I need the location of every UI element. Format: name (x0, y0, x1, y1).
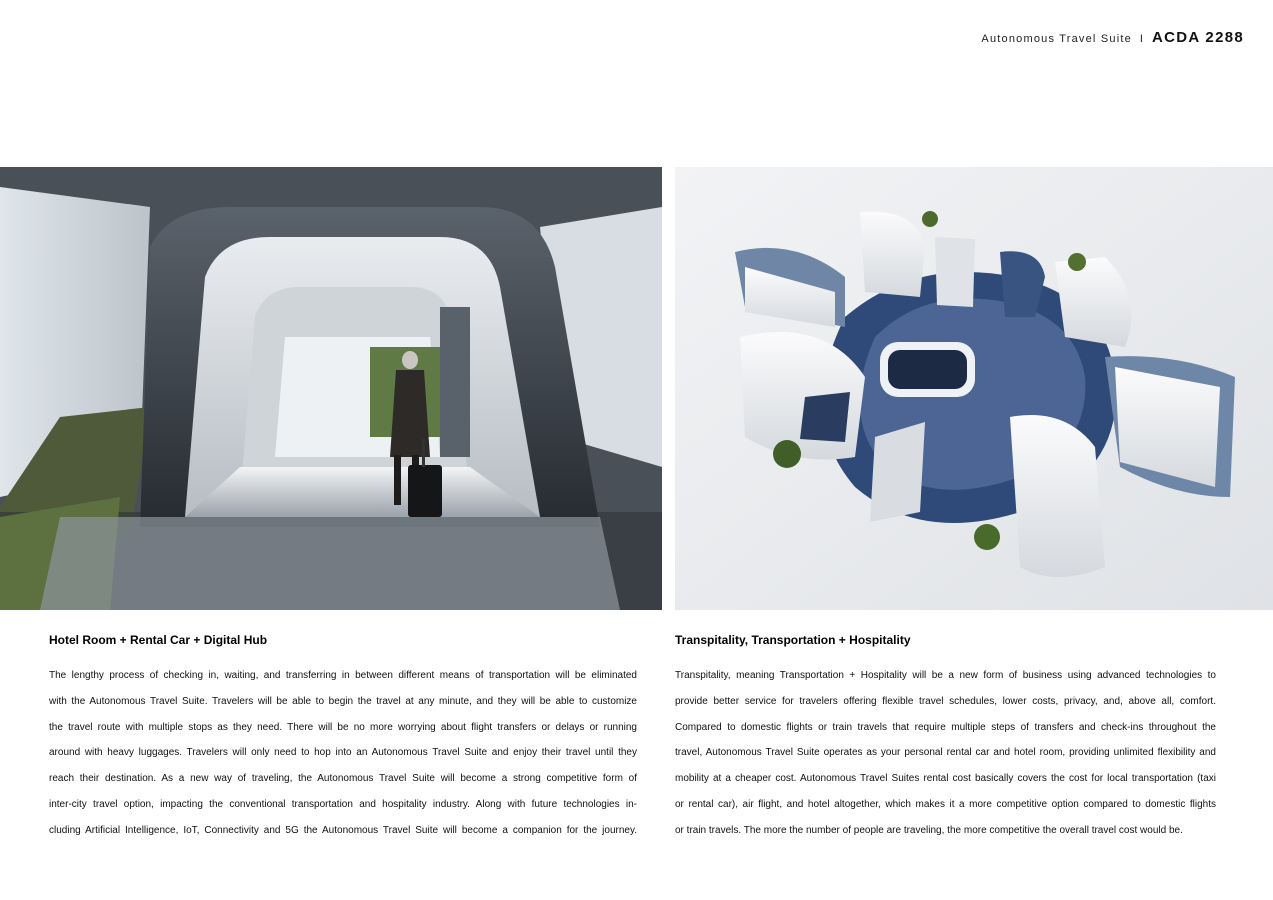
body-line: Compared to domestic flights or train travels that require multiple steps of transfers and check-ins throughout the (675, 721, 1216, 733)
project-code: ACDA 2288 (1151, 29, 1244, 46)
section-hotel-room (49, 632, 637, 844)
interior-rendering-graphic (0, 167, 662, 610)
body-line: cluding Artificial Intelligence, IoT, Connectivity and 5G the Autonomous Travel Suite will become a companion for the journey. (49, 824, 637, 836)
section-title: Transpitality, Transportation + Hospitality (675, 633, 911, 647)
body-line: travel, Autonomous Travel Suite operates as your personal rental car and hotel room, providing unlimited flexibility and (675, 747, 1216, 759)
section-body (49, 663, 637, 844)
section-title: Hotel Room + Rental Car + Digital Hub (49, 633, 268, 647)
body-line: Transpitality, meaning Transportation + Hospitality will be a new form of business using advanced technologies to (675, 670, 1216, 681)
section-body (675, 663, 1216, 844)
body-line: provide better service for travelers offering flexible travel schedules, lower costs, privacy, and, above all, comfort. (675, 695, 1216, 707)
project-name: Autonomous Travel Suite (981, 33, 1132, 45)
body-line: around with heavy luggages. Travelers will only need to hop into an Autonomous Travel Suite and enjoy their travel until they (49, 747, 637, 759)
body-line: inter-city travel option, impacting the conventional transportation and hospitality industry. Along with future technologies in- (49, 798, 637, 810)
section-transpitality (675, 632, 1216, 844)
body-line: mobility at a cheaper cost. Autonomous Travel Suites rental cost basically covers the cost for local transportation (taxi (675, 773, 1216, 785)
aerial-rendering-graphic (675, 167, 1273, 610)
body-line: The lengthy process of checking in, waiting, and transferring in between different means of transportation will be eliminated (49, 670, 637, 681)
header-separator: I (1139, 33, 1143, 45)
body-line: with the Autonomous Travel Suite. Travelers will be able to begin the travel at any minute, and they will be able to customize (49, 695, 637, 707)
interior-rendering-image (0, 167, 662, 610)
page-header (981, 29, 1244, 46)
body-line: the travel route with multiple stops as they need. There will be no more worrying about flight transfers or delays or running (49, 721, 637, 733)
body-line: reach their destination. As a new way of traveling, the Autonomous Travel Suite will become a strong competitive form of (49, 773, 637, 785)
aerial-rendering-image (675, 167, 1273, 610)
body-line: or train travels. The more the number of people are traveling, the more competitive the overall travel cost would be. (675, 824, 1183, 836)
body-line: or rental car), air flight, and hotel altogether, which makes it a more competitive option compared to domestic flights (675, 798, 1216, 810)
